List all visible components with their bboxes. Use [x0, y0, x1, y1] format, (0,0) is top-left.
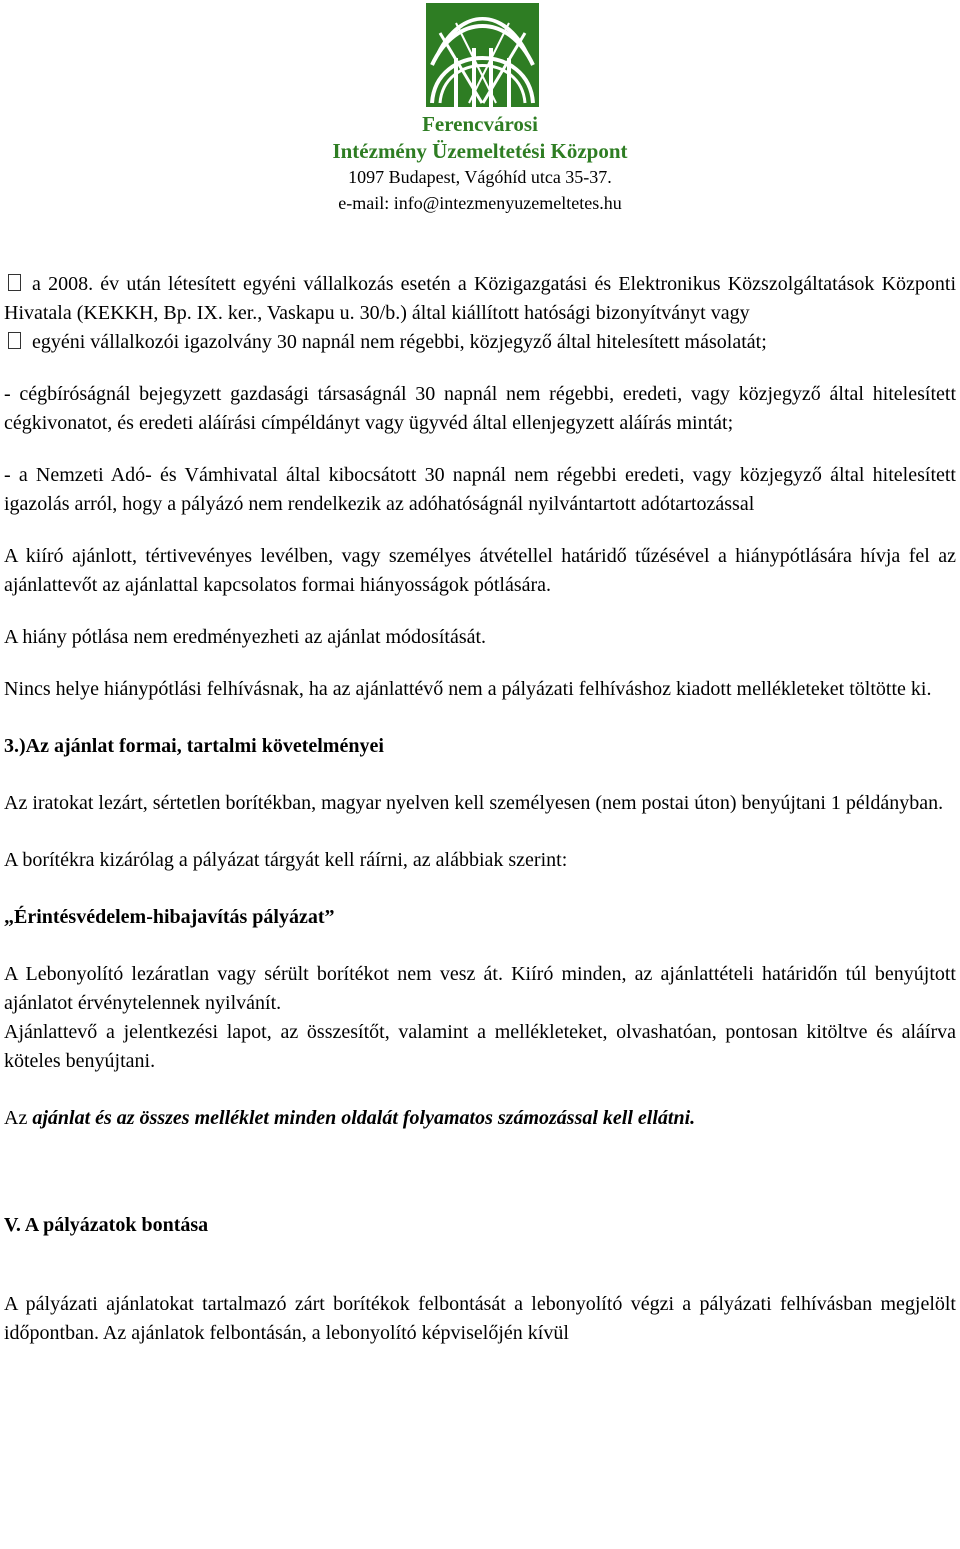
paragraph-modositas: A hiány pótlása nem eredményezheti az ajánlat módosítását. [4, 626, 487, 648]
paragraph-hianypotlas: A kiíró ajánlott, tértivevényes levélben, vagy személyes átvétellel határidő tűzésével a hiánypótlására hívja fel az ajánlattevőt az ajánlattal kapcsolatos formai hiányosságok pótlására. [4, 545, 956, 596]
bullet2-text: egyéni vállalkozói igazolvány 30 napnál nem régebbi, közjegyző által hitelesített másolatát; [32, 331, 767, 353]
paragraph-iratok: Az iratokat lezárt, sértetlen borítékban, magyar nyelven kell személyesen (nem postai úton) benyújtani 1 példányban. [4, 792, 944, 814]
checkbox-icon [8, 332, 21, 349]
tender-title: „Érintésvédelem-hibajavítás pályázat” [4, 906, 335, 928]
org-name-line2: Intézmény Üzemeltetési Központ [332, 139, 628, 163]
szamozas-emphasis: ajánlat és az összes melléklet minden oldalát folyamatos számozással kell ellátni. [32, 1107, 696, 1129]
szamozas-prefix: Az [4, 1107, 33, 1129]
paragraph-nincs-helye: Nincs helye hiánypótlási felhívásnak, ha az ajánlattévő nem a pályázati felhíváshoz kiadott mellékleteket töltötte ki. [4, 678, 932, 700]
checkbox-icon [8, 274, 21, 291]
section-heading-3: 3.)Az ajánlat formai, tartalmi követelményei [4, 735, 384, 757]
paragraph-bontas: A pályázati ajánlatokat tartalmazó zárt borítékok felbontását a lebonyolító végzi a pályázati felhívásban megjelölt időpontban. Az ajánlatok felbontásán, a lebonyolító képviselőjén kívül [4, 1293, 956, 1344]
paragraph-ajanlattevo: Ajánlattevő a jelentkezési lapot, az összesítőt, valamint a mellékleteket, olvashatóan, pontosan kitöltve és aláírva köteles benyújtani. [4, 1021, 956, 1072]
paragraph-lebonyolito: A Lebonyolító lezáratlan vagy sérült borítékot nem vesz át. Kiíró minden, az ajánlattételi határidőn túl benyújtott ajánlatot érvénytelennek nyilvánít. [4, 963, 956, 1014]
org-name-line1: Ferencvárosi [422, 112, 538, 136]
paragraph-szamozas [4, 1104, 956, 1133]
org-email: e-mail: info@intezmenyuzemeltetes.hu [338, 193, 622, 213]
paragraph-boritek: A borítékra kizárólag a pályázat tárgyát kell ráírni, az alábbiak szerint: [4, 849, 568, 871]
gate-arch-logo-icon [426, 3, 539, 107]
letterhead [0, 0, 960, 220]
bullet-item-kekkh [4, 270, 956, 328]
list-item-nav-igazolas: - a Nemzeti Adó- és Vámhivatal által kibocsátott 30 napnál nem régebbi eredeti, vagy közjegyző által hitelesített igazolás arról, hogy a pályázó nem rendelkezik az adóhatóságnál nyilvántartott adótartozással [4, 464, 956, 515]
document-body [4, 270, 956, 1348]
bullet1-text: a 2008. év után létesített egyéni vállalkozás esetén a Közigazgatási és Elektronikus Közszolgáltatások Központi Hivatala (KEKKH, Bp. IX. ker., Vaskapu u. 30/b.) által kiállított hatósági bizonyítványt vagy [4, 273, 956, 324]
org-address: 1097 Budapest, Vágóhíd utca 35-37. [348, 167, 612, 187]
list-item-cegkivonat: - cégbíróságnál bejegyzett gazdasági társaságnál 30 napnál nem régebbi, eredeti, vagy közjegyző által hitelesített cégkivonatot, és eredeti aláírási címpéldányt vagy ügyvéd által ellenjegyzett aláírás mintát; [4, 383, 956, 434]
section-heading-v: V. A pályázatok bontása [4, 1214, 209, 1236]
bullet-item-igazolvany [4, 328, 956, 357]
